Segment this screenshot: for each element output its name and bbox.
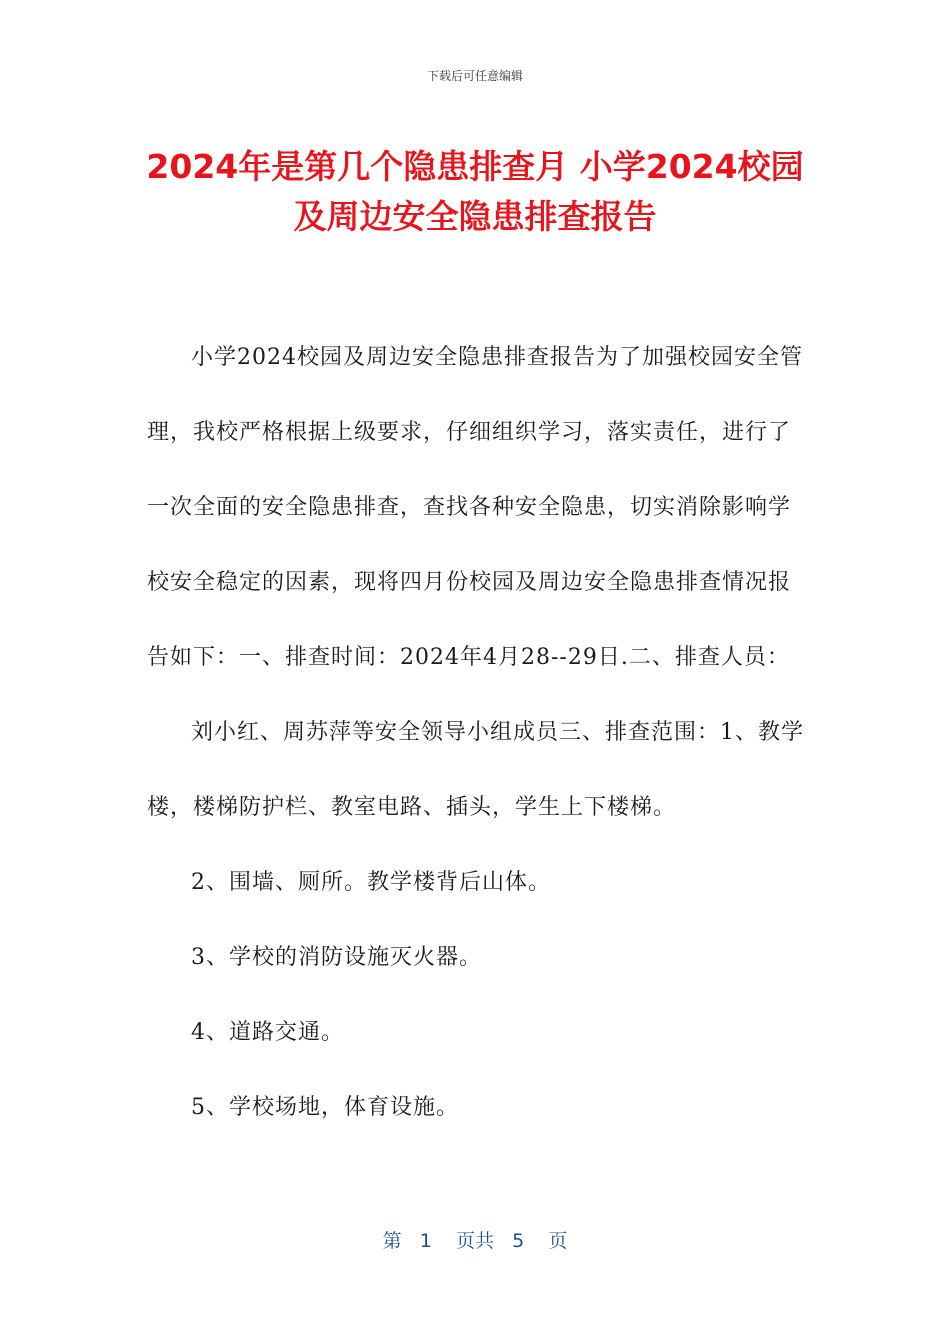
document-body bbox=[147, 320, 807, 1145]
page-total: 5 bbox=[512, 1230, 525, 1252]
page-label: 第 bbox=[382, 1230, 402, 1252]
page-current: 1 bbox=[419, 1230, 432, 1252]
paragraph-intro: 小学2024校园及周边安全隐患排查报告为了加强校园安全管理，我校严格根据上级要求，仔细组织学习，落实责任，进行了一次全面的安全隐患排查，查找各种安全隐患，切实消除影响学校安全稳定的因素，现将四月份校园及周边安全隐患排查情况报告如下：一、排查时间：2024年4月28--29日.二、排查人员： bbox=[147, 345, 803, 670]
paragraph-scope: 刘小红、周苏萍等安全领导小组成员三、排查范围：1、教学楼，楼梯防护栏、教室电路、插头，学生上下楼梯。 bbox=[147, 720, 804, 820]
list-item: 4、道路交通。 bbox=[191, 1020, 344, 1045]
page-end-label: 页 bbox=[548, 1230, 568, 1252]
header-note: 下载后可任意编辑 bbox=[426, 69, 523, 83]
list-item: 3、学校的消防设施灭火器。 bbox=[191, 945, 482, 970]
list-item: 2、围墙、厕所。教学楼背后山体。 bbox=[191, 870, 551, 895]
page-footer bbox=[0, 1226, 950, 1253]
document-title: 2024年是第几个隐患排查月 小学2024校园及周边安全隐患排查报告 bbox=[146, 147, 804, 236]
list-item: 5、学校场地，体育设施。 bbox=[191, 1095, 459, 1120]
page-mid-label: 页共 bbox=[455, 1230, 494, 1252]
